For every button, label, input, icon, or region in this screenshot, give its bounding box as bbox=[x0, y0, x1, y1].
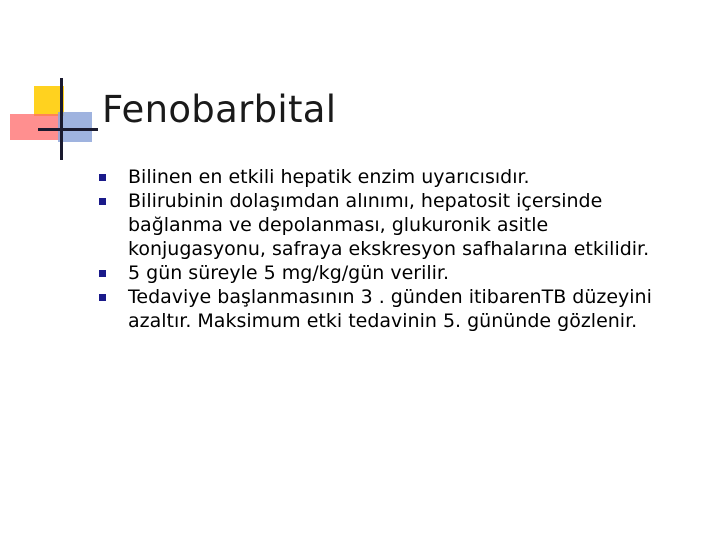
bullet-item bbox=[92, 165, 692, 189]
slide-title: Fenobarbital bbox=[102, 88, 337, 131]
bullet-marker-icon bbox=[99, 198, 106, 205]
bullet-marker-icon bbox=[99, 174, 106, 181]
bullet-text: Bilirubinin dolaşımdan alınımı, hepatosit içersinde bağlanma ve depolanması, glukuronik asitle konjugasyonu, safraya ekskresyon safhalarına etkilidir. bbox=[128, 190, 650, 260]
logo-horizontal-line bbox=[38, 128, 98, 131]
bullet-text: Tedaviye başlanmasının 3 . günden itibarenTB düzeyini azaltır. Maksimum etki tedavinin 5. gününde gözlenir. bbox=[128, 286, 652, 332]
bullet-marker-icon bbox=[99, 270, 106, 277]
bullet-item bbox=[92, 189, 692, 261]
bullet-list bbox=[92, 165, 692, 333]
bullet-item bbox=[92, 285, 692, 333]
logo-blue-square bbox=[58, 112, 92, 142]
logo-vertical-line bbox=[60, 78, 63, 160]
bullet-text: 5 gün süreyle 5 mg/kg/gün verilir. bbox=[128, 262, 450, 284]
bullet-marker-icon bbox=[99, 294, 106, 301]
decorative-logo bbox=[0, 0, 100, 170]
bullet-text: Bilinen en etkili hepatik enzim uyarıcısıdır. bbox=[128, 166, 530, 188]
bullet-item bbox=[92, 261, 692, 285]
logo-red-rectangle bbox=[10, 114, 60, 140]
